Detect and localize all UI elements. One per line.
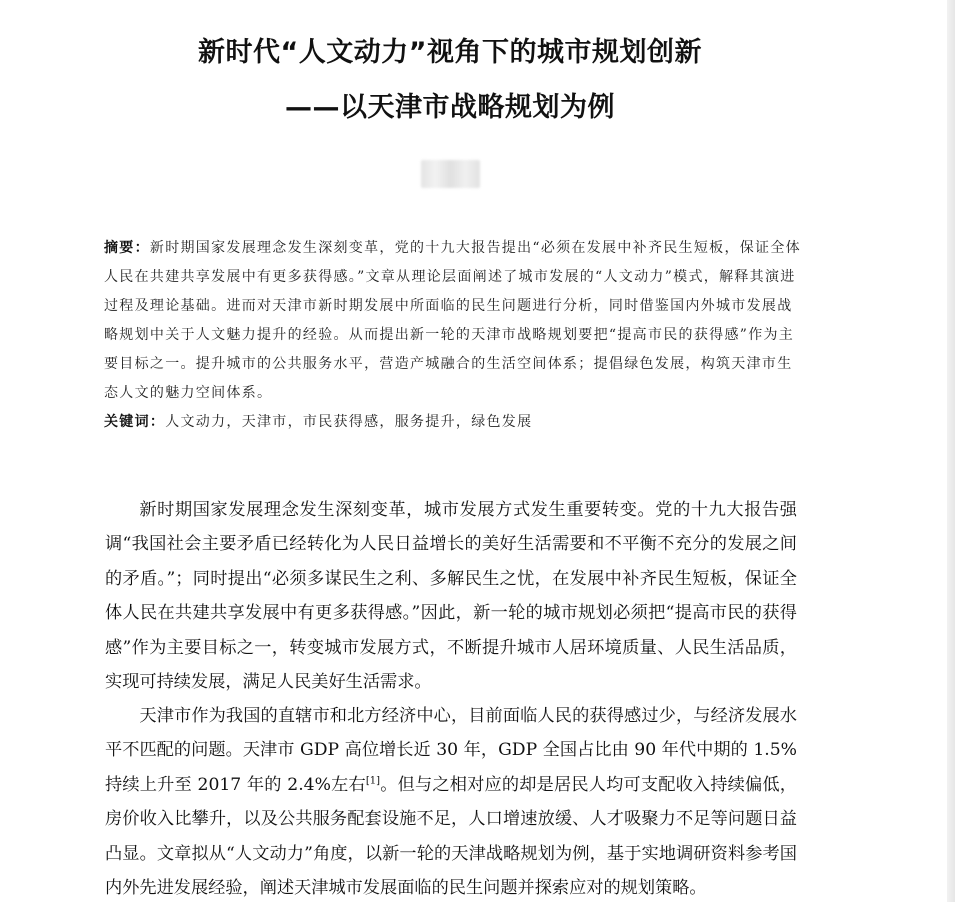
body-paragraph-1: 新时期国家发展理念发生深刻变革，城市发展方式发生重要转变。党的十九大报告强调“我国社会主要矛盾已经转化为人民日益增长的美好生活需要和不平衡不充分的发展之间的矛盾。”；同时提出“必须多谋民生之利、多解民生之忧，在发展中补齐民生短板，保证全体人民在共建共享发展中有更多获得感。”因此，新一轮的城市规划必须把“提高市民的获得感”作为主要目标之一，转变城市发展方式，不断提升城市人居环境质量、人民生活品质，实现可持续发展，满足人民美好生活需求。 [105, 500, 797, 693]
keywords [104, 408, 804, 437]
citation-reference[interactable]: [1] [365, 775, 381, 787]
abstract [104, 234, 804, 408]
body-paragraph-2 [105, 699, 797, 905]
body-paragraph-2-part-a: 天津市作为我国的直辖市和北方经济中心，目前面临人民的获得感过少，与经济发展水平不匹配的问题。天津市 GDP 高位增长近 30 年，GDP 全国占比由 90 年代中期的 1.5%持续上升至 2017 年的 2.4%左右 [105, 706, 797, 795]
abstract-text: 新时期国家发展理念发生深刻变革，党的十九大报告提出“必须在发展中补齐民生短板，保证全体人民在共建共享发展中有更多获得感。”文章从理论层面阐述了城市发展的“人文动力”模式，解释其演进过程及理论基础。进而对天津市新时期发展中所面临的民生问题进行分析，同时借鉴国内外城市发展战略规划中关于人文魅力提升的经验。从而提出新一轮的天津市战略规划要把“提高市民的获得感”作为主要目标之一。提升城市的公共服务水平，营造产城融合的生活空间体系；提倡绿色发展，构筑天津市生态人文的魅力空间体系。 [104, 240, 801, 401]
paper-title: 新时代“人文动力”视角下的城市规划创新 [198, 37, 702, 68]
keywords-label: 关键词： [104, 414, 166, 430]
abstract-label: 摘要： [104, 240, 150, 256]
paper-subtitle: ——以天津市战略规划为例 [285, 92, 615, 123]
keywords-text: 人文动力，天津市，市民获得感，服务提升，绿色发展 [165, 414, 533, 430]
page-edge-shadow [947, 0, 955, 902]
author-name-redacted [421, 160, 480, 188]
body-paragraph-2-part-b: 。但与之相对应的却是居民人均可支配收入持续偏低，房价收入比攀升，以及公共服务配套设施不足，人口增速放缓、人才吸聚力不足等问题日益凸显。文章拟从“人文动力”角度，以新一轮的天津战略规划为例，基于实地调研资料参考国内外先进发展经验，阐述天津城市发展面临的民生问题并探索应对的规划策略。 [105, 774, 797, 899]
